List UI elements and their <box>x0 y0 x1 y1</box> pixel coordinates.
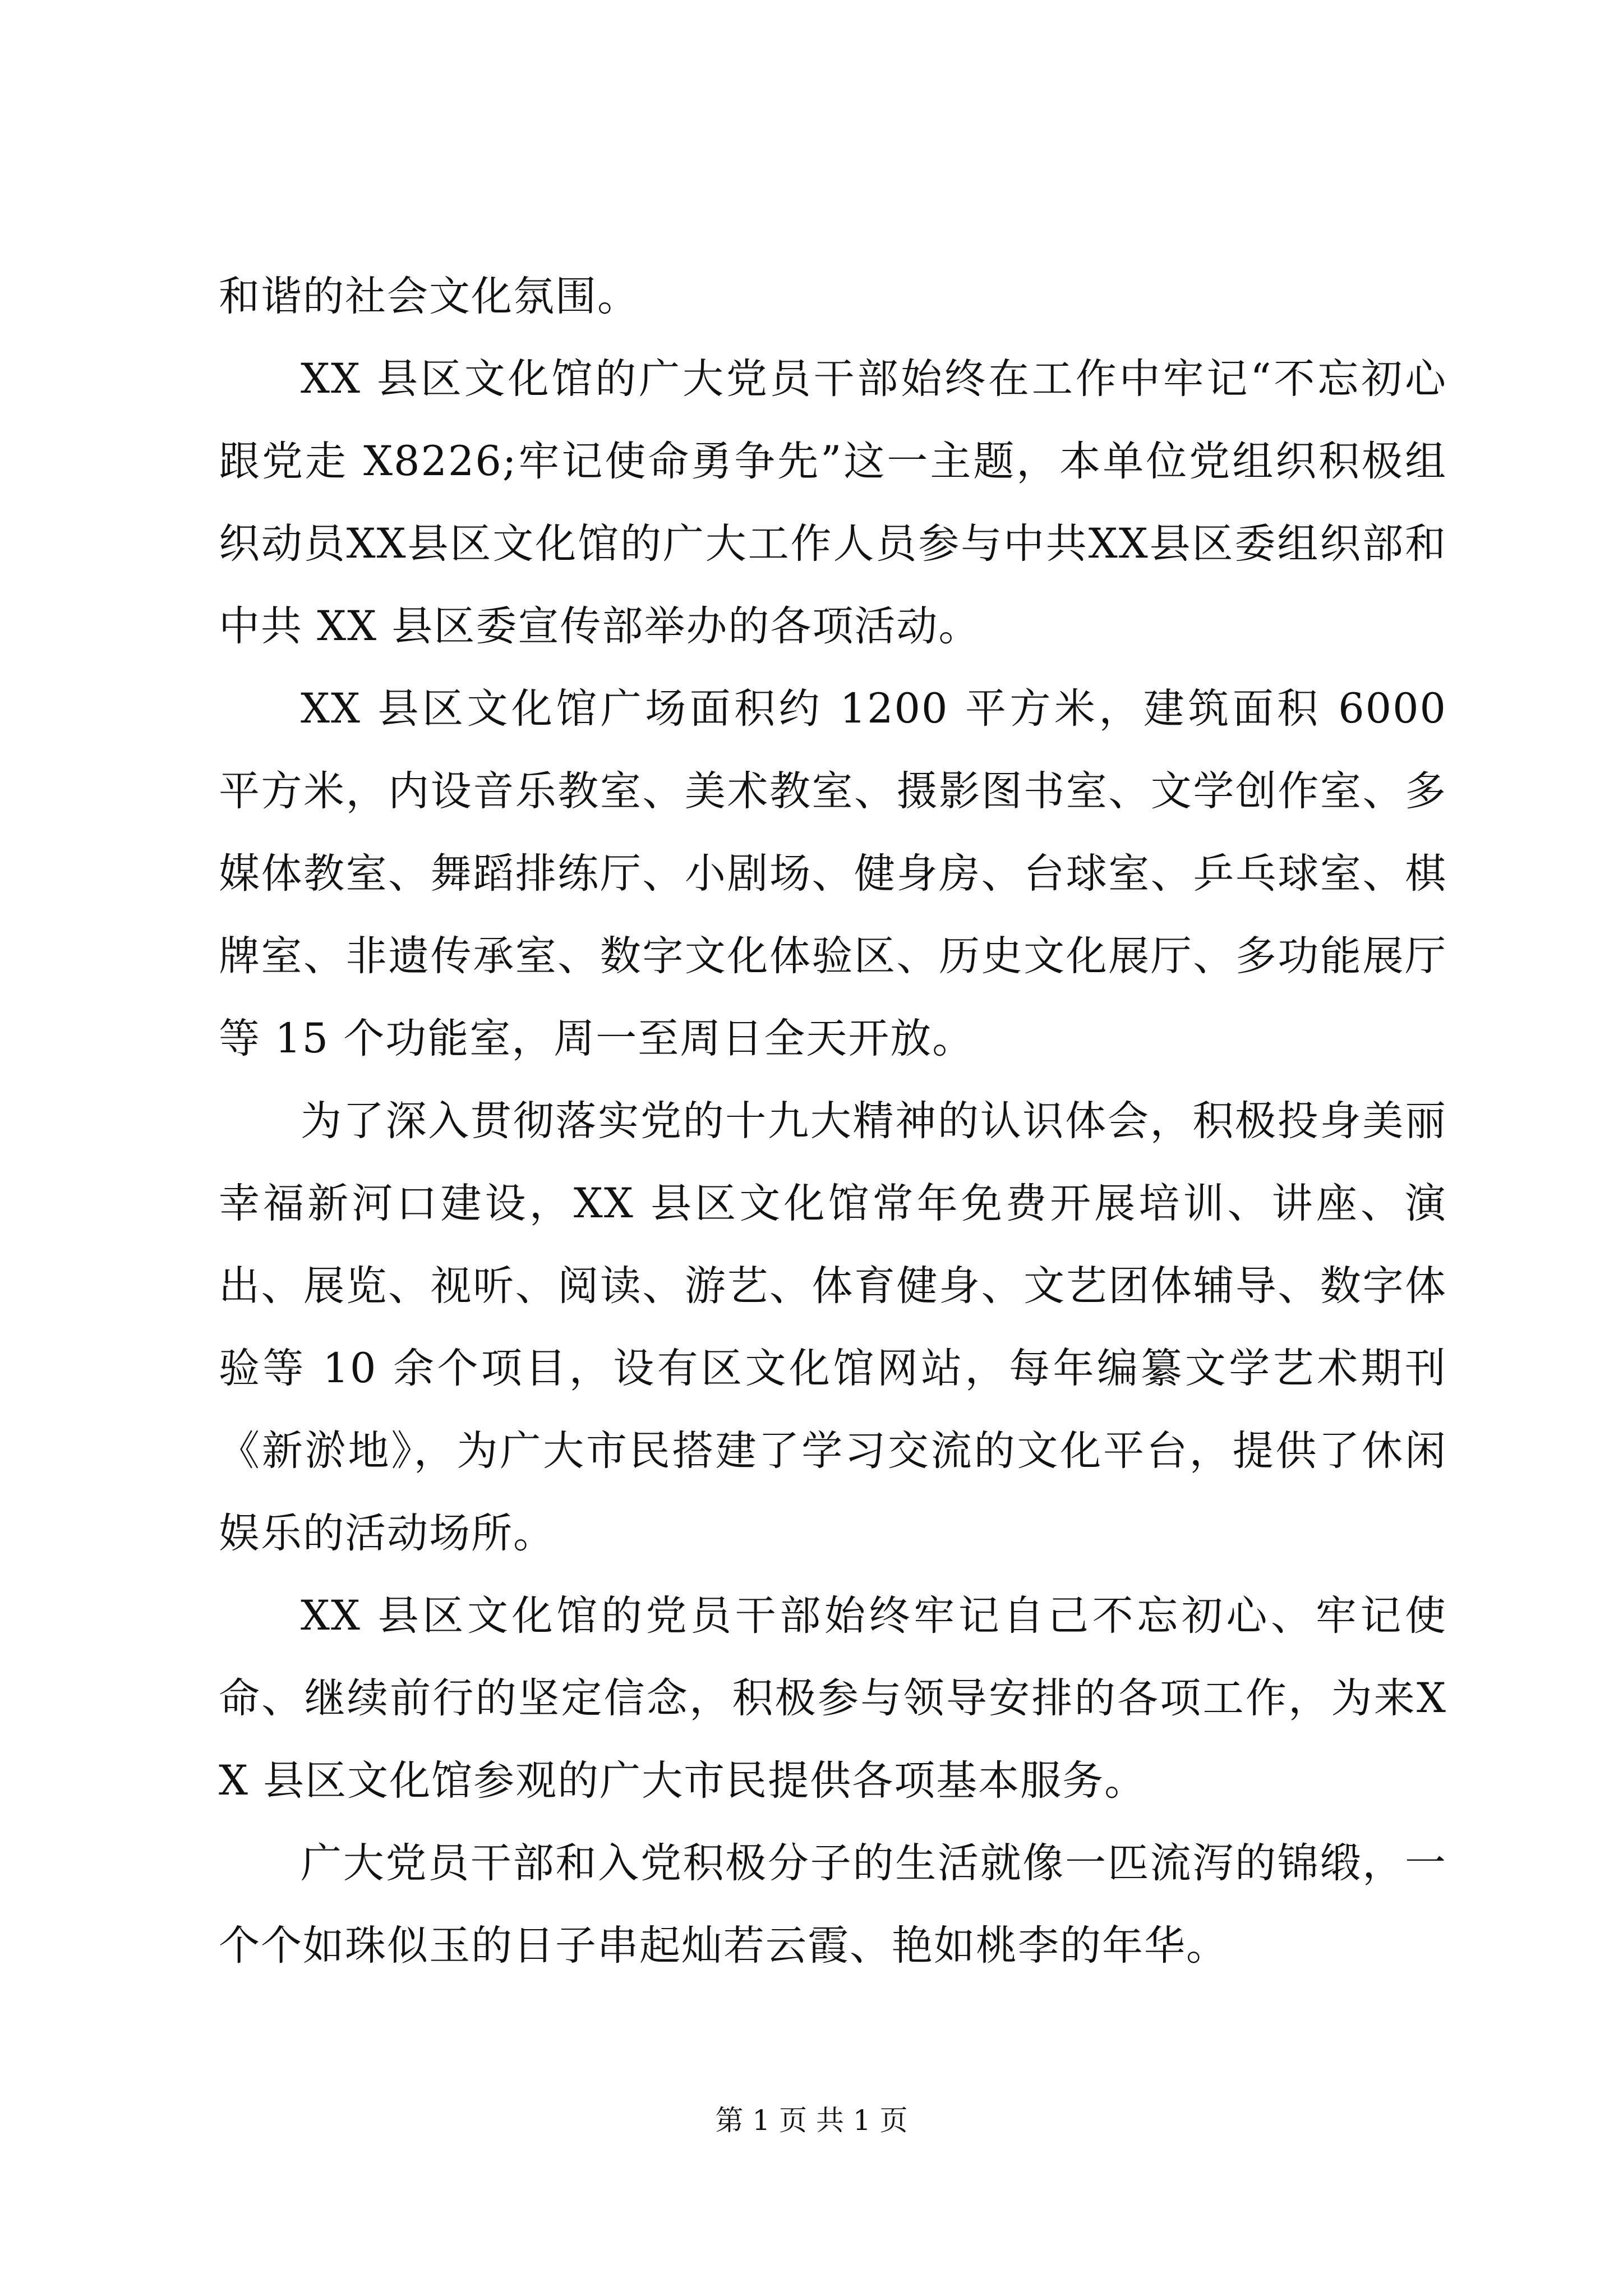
paragraph-2: XX 县区文化馆的广大党员干部始终在工作中牢记“不忘初心跟党走 X8226;牢记使命勇争先”这一主题，本单位党组织积极组织动员XX县区文化馆的广大工作人员参与中共XX县区委组织部和中共 XX 县区委宣传部举办的各项活动。 <box>219 355 1447 650</box>
document-body <box>219 255 1447 1987</box>
paragraph-4: 为了深入贯彻落实党的十九大精神的认识体会，积极投身美丽幸福新河口建设，XX 县区文化馆常年免费开展培训、讲座、演出、展览、视听、阅读、游艺、体育健身、文艺团体辅导、数字体验等 10 余个项目，设有区文化馆网站，每年编纂文学艺术期刊《新淤地》，为广大市民搭建了学习交流的文化平台，提供了休闲娱乐的活动场所。 <box>219 1097 1447 1557</box>
paragraph-6: 广大党员干部和入党积极分子的生活就像一匹流泻的锦缎，一个个如珠似玉的日子串起灿若云霞、艳如桃李的年华。 <box>219 1839 1447 1970</box>
paragraph-5: XX 县区文化馆的党员干部始终牢记自己不忘初心、牢记使命、继续前行的坚定信念，积极参与领导安排的各项工作，为来XX 县区文化馆参观的广大市民提供各项基本服务。 <box>219 1592 1447 1805</box>
paragraph-3: XX 县区文化馆广场面积约 1200 平方米，建筑面积 6000 平方米，内设音乐教室、美术教室、摄影图书室、文学创作室、多媒体教室、舞蹈排练厅、小剧场、健身房、台球室、乒乓球室、棋牌室、非遗传承室、数字文化体验区、历史文化展厅、多功能展厅等 15 个功能室，周一至周日全天开放。 <box>219 685 1447 1062</box>
paragraph-1: 和谐的社会文化氛围。 <box>219 273 639 320</box>
page-number-footer: 第 1 页 共 1 页 <box>715 2104 908 2137</box>
